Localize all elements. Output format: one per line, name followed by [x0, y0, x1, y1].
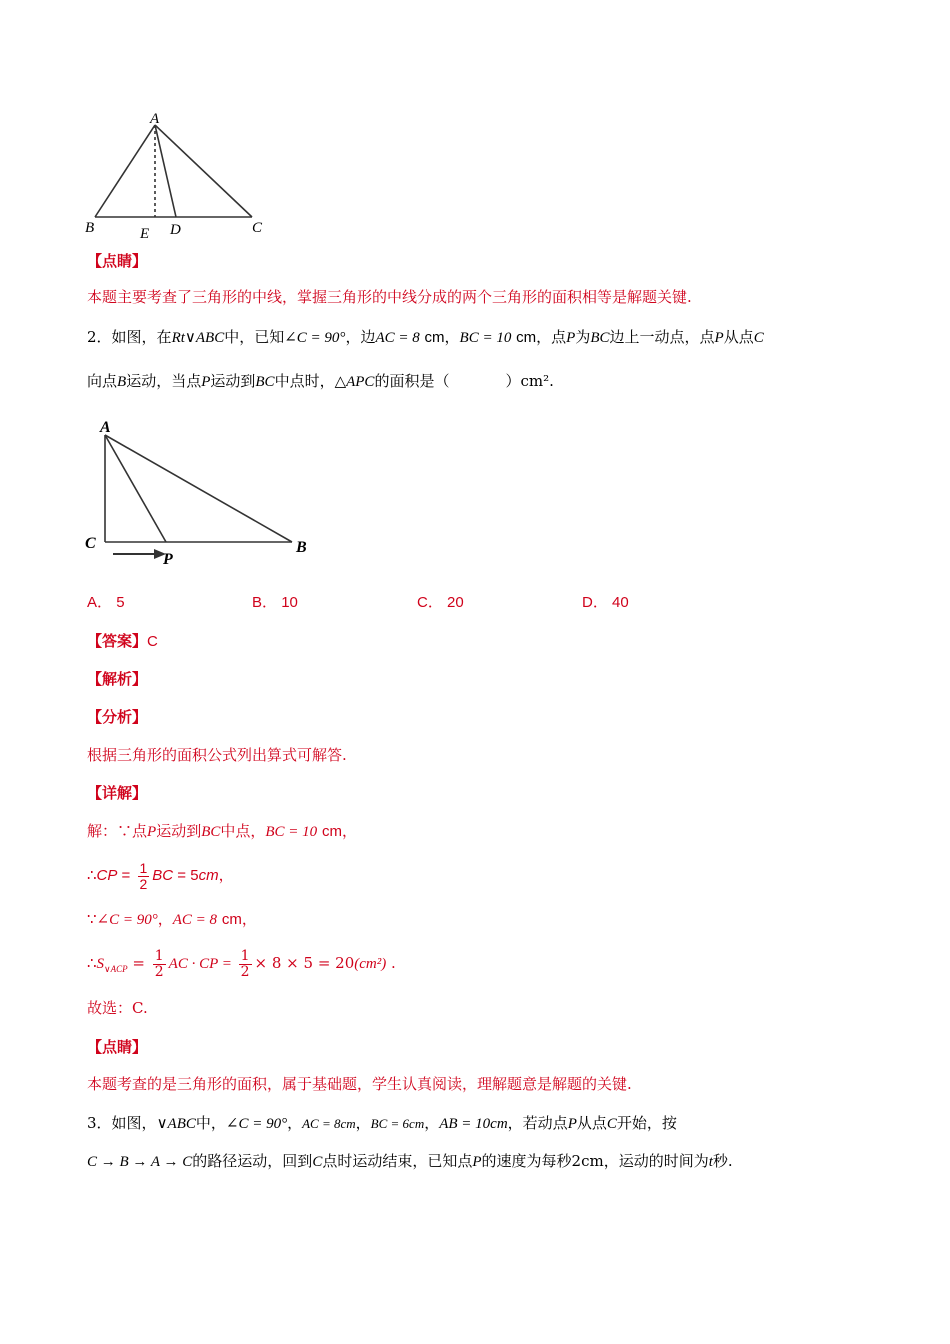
q2-bc: BC = 10	[459, 330, 512, 346]
q2-rt: Rt	[171, 330, 185, 346]
sol-text: ，	[218, 866, 234, 884]
option-c[interactable]	[417, 592, 464, 614]
option-letter: A．	[87, 594, 113, 611]
q3-speed: 2cm	[571, 1152, 604, 1170]
q3-text: 中，	[195, 1114, 226, 1132]
fraction-den: 2	[139, 875, 148, 892]
q2-p: P	[714, 330, 724, 346]
q3-angle: ∠C = 90°	[225, 1116, 288, 1132]
sol-text: ∴	[87, 954, 97, 972]
q3-text: 点时运动结束，已知点	[322, 1152, 473, 1170]
solution-line-2	[87, 860, 234, 892]
fraction-den: 2	[240, 963, 250, 980]
sol-s: S	[96, 956, 105, 972]
sol-text: 解：∵点	[87, 822, 148, 840]
option-d[interactable]	[582, 592, 629, 614]
sol-text: ∵	[87, 910, 97, 928]
sol-expr: × 8 × 5 = 20	[254, 954, 355, 972]
option-value: 40	[612, 594, 629, 611]
answer-line	[87, 630, 158, 653]
edge-ab	[105, 435, 292, 542]
q2-b: B	[117, 374, 127, 390]
q3-text: 的路径运动，回到	[192, 1152, 313, 1170]
solution-line-4	[87, 948, 396, 984]
q2-line1	[87, 326, 764, 349]
q2-text: ，点	[536, 328, 567, 346]
fraction-one-half	[239, 949, 252, 980]
dianjing-label: 【点睛】	[87, 1038, 148, 1056]
q2-text: ，	[444, 328, 460, 346]
option-value: 5	[116, 594, 125, 611]
fraction-one-half	[153, 949, 166, 980]
sol-angle: ∠C = 90°	[96, 912, 158, 928]
q3-number: 3．	[87, 1114, 112, 1132]
q2-text: ）cm².	[505, 372, 554, 390]
sol-text: 中点，	[220, 822, 266, 840]
q2-tri: ∨ABC	[184, 330, 225, 346]
q3-text: ，	[424, 1114, 440, 1132]
q3-text: 的速度为每秒	[481, 1152, 572, 1170]
label-c: C	[252, 220, 263, 236]
fraction-num: 1	[154, 947, 164, 964]
q3-bc: BC = 6cm	[370, 1116, 425, 1131]
option-a[interactable]	[87, 592, 125, 614]
sol-unit: cm	[198, 867, 219, 884]
q3-t: t	[708, 1154, 713, 1170]
q3-p: P	[567, 1116, 577, 1132]
q2-text: 向点	[87, 372, 118, 390]
sol-bc-value: BC = 10	[265, 824, 318, 840]
sol-text: ，	[241, 910, 257, 928]
q2-text: 中，已知	[224, 328, 285, 346]
q2-text: 为	[575, 328, 591, 346]
q3-text: 从点	[576, 1114, 607, 1132]
q2-text: 如图，在	[111, 328, 172, 346]
q3-text: ，运动的时间为	[603, 1152, 709, 1170]
sol-text: ，	[341, 822, 357, 840]
prev-dianjing-text: 本题主要考查了三角形的中线，掌握三角形的中线分成的两个三角形的面积相等是解题关键.	[87, 288, 692, 306]
sol-bc: BC	[152, 867, 174, 884]
sol-text: ∴	[87, 866, 97, 884]
sol-eq: =	[117, 867, 135, 884]
sol-text: ，	[157, 910, 173, 928]
option-value: 10	[281, 594, 298, 611]
label-d: D	[170, 222, 181, 238]
sol-text: 运动到	[156, 822, 202, 840]
q3-c: C	[312, 1154, 323, 1170]
edge-ac	[155, 125, 252, 217]
sol-eq: = 5	[173, 867, 199, 884]
label-p: P	[163, 551, 173, 568]
option-letter: B．	[252, 594, 278, 611]
label-c: C	[85, 535, 96, 552]
q3-tri: ∨ABC	[156, 1116, 196, 1132]
sol-p: P	[147, 824, 157, 840]
prev-dianjing-label: 【点睛】	[87, 252, 148, 270]
q3-text: 开始，按	[616, 1114, 677, 1132]
segment-ap	[105, 435, 166, 542]
fenxi-label: 【分析】	[87, 708, 148, 726]
q2-bc: BC	[255, 374, 275, 390]
answer-value: C	[147, 633, 158, 650]
sol-unit: cm	[321, 823, 342, 840]
q2-text: 边上一动点，点	[609, 328, 715, 346]
option-b[interactable]	[252, 592, 298, 614]
dianjing-text: 本题考查的是三角形的面积，属于基础题，学生认真阅读，理解题意是解题的关键.	[87, 1075, 632, 1093]
xiangjie-label: 【详解】	[87, 784, 148, 802]
q2-unit: cm	[516, 329, 537, 346]
label-a: A	[100, 419, 111, 436]
label-a: A	[150, 111, 160, 127]
sol-subscript: ∨ACP	[104, 964, 128, 974]
q3-text: 秒.	[712, 1152, 733, 1170]
option-letter: D．	[582, 594, 608, 611]
q2-ac: AC = 8	[375, 330, 420, 346]
q3-line1	[87, 1112, 677, 1135]
q3-text: 如图，	[111, 1114, 157, 1132]
q2-p: P	[566, 330, 576, 346]
edge-ab	[95, 125, 155, 217]
q2-bc: BC	[590, 330, 610, 346]
sol-unit: cm	[221, 911, 242, 928]
q3-text: ，	[355, 1114, 371, 1132]
q3-path: C → B → A → C	[87, 1154, 193, 1170]
option-value: 20	[447, 594, 464, 611]
q2-text: 从点	[723, 328, 754, 346]
sol-bc: BC	[201, 824, 221, 840]
q2-p: P	[201, 374, 211, 390]
label-b: B	[85, 220, 95, 236]
q2-c: C	[753, 330, 764, 346]
q2-unit: cm	[424, 329, 445, 346]
label-b: B	[296, 539, 307, 556]
solution-line-3	[87, 908, 257, 931]
q2-text: 运动，当点	[126, 372, 202, 390]
q2-line2	[87, 370, 554, 393]
fraction-num: 1	[240, 947, 250, 964]
answer-label: 【答案】	[87, 632, 148, 650]
sol-cp: CP	[96, 867, 118, 884]
q3-line2	[87, 1150, 733, 1173]
q2-text: ，边	[345, 328, 376, 346]
fenxi-text: 根据三角形的面积公式列出算式可解答.	[87, 746, 347, 764]
q3-ac: AC = 8cm	[302, 1116, 356, 1131]
q2-number: 2．	[87, 328, 112, 346]
q2-angle: ∠C = 90°	[284, 330, 346, 346]
sol-text: .	[391, 954, 396, 972]
q2-text: 的面积是（	[374, 372, 450, 390]
sol-ac: AC = 8	[172, 912, 218, 928]
label-e: E	[140, 226, 150, 242]
q3-text: ，若动点	[507, 1114, 568, 1132]
sol-eq: =	[127, 954, 150, 972]
median-ad	[155, 125, 176, 217]
fraction-one-half	[138, 861, 150, 892]
guxuan: 故选：C.	[87, 999, 148, 1017]
fraction-den: 2	[154, 963, 164, 980]
q3-p: P	[472, 1154, 482, 1170]
jiexi-label: 【解析】	[87, 670, 148, 688]
solution-line-1	[87, 820, 357, 843]
q2-apc: APC	[346, 374, 375, 390]
option-letter: C．	[417, 594, 443, 611]
q3-ab: AB = 10cm	[439, 1116, 508, 1132]
sol-expr: AC · CP =	[168, 956, 236, 972]
fraction-num: 1	[139, 859, 148, 876]
figure-2-triangle	[80, 412, 320, 572]
q3-text: ，	[287, 1114, 303, 1132]
q2-text: 运动到	[210, 372, 256, 390]
sol-unit: (cm²)	[354, 956, 387, 972]
q2-text: 中点时，△	[274, 372, 347, 390]
figure-1-triangle	[80, 110, 280, 242]
q3-c: C	[606, 1116, 617, 1132]
